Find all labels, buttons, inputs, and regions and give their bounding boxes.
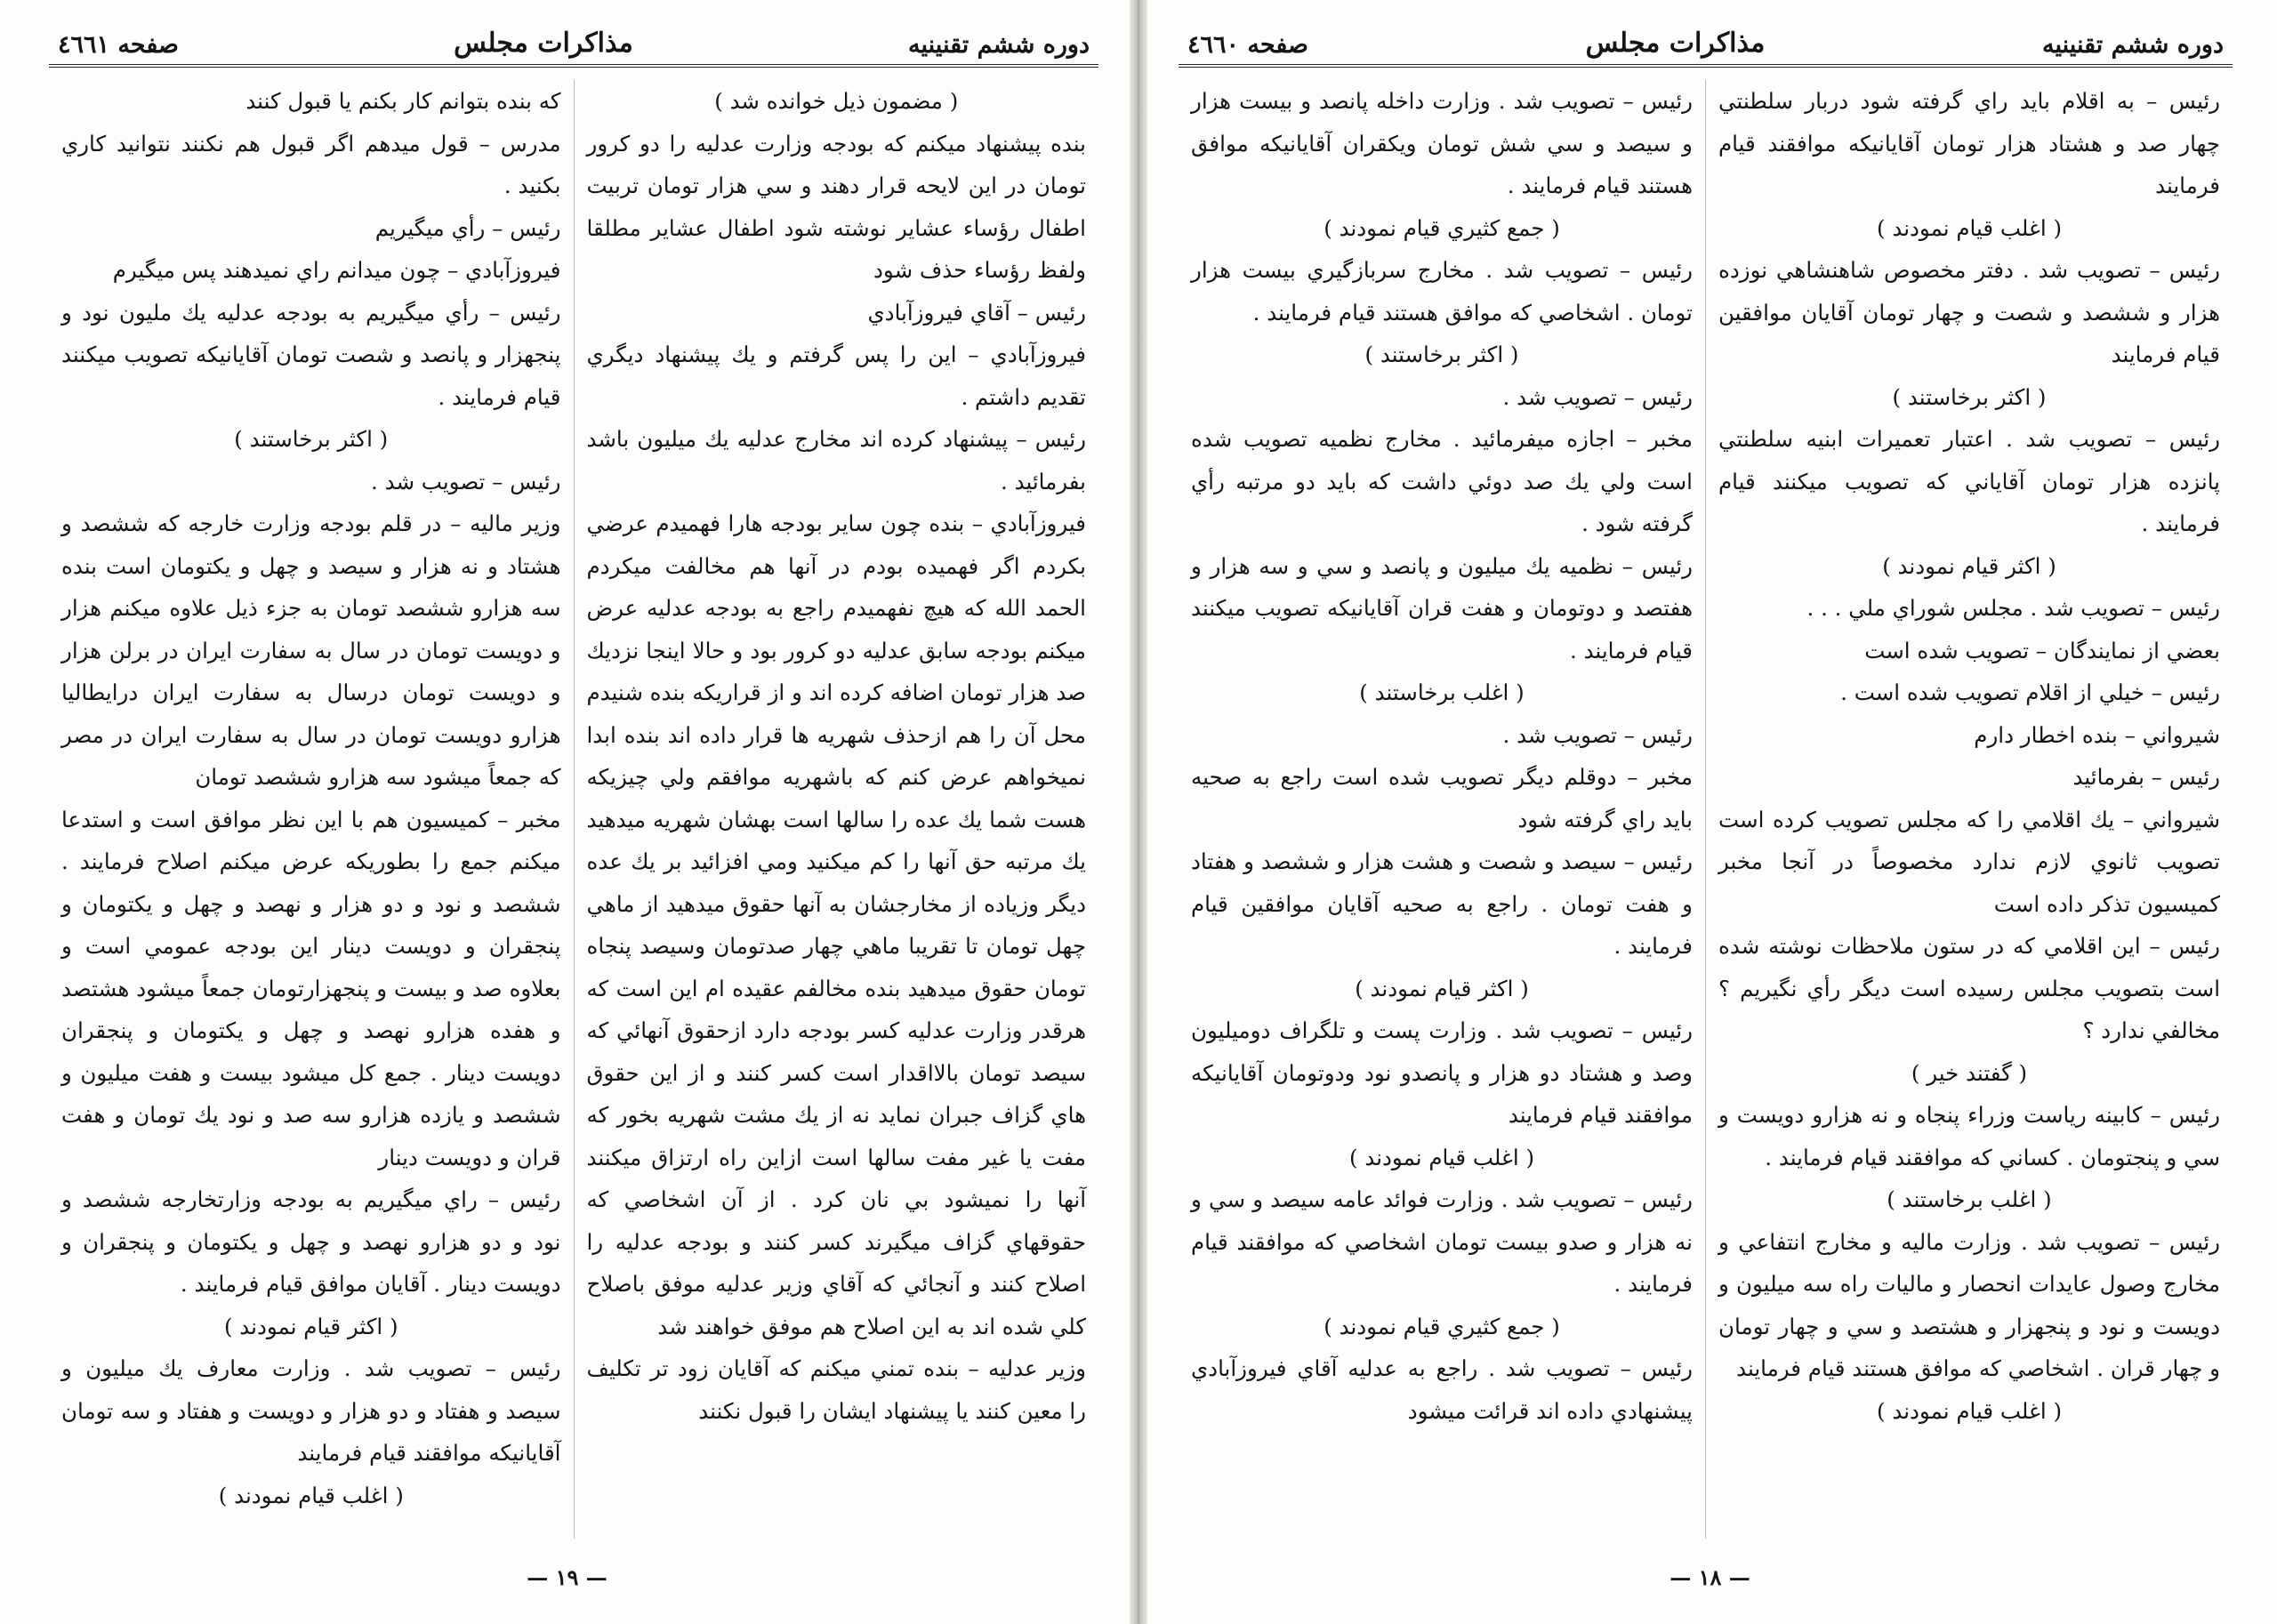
paragraph: مخبر – كميسيون هم با اين نظر موافق است و استدعا ميكنم جمع را بطوريكه عرض ميكنم اصلاح فرمايند . ششصد و نود و دو هزار و نهصد و چهل و يكتومان و پنجقران و دويست دينار اين بودجه عمومي است و بعلاوه صد و بيست و پنجهزارتومان جمعاً ميشود هشتصد و هفده هزارو نهصد و چهل و يكتومان و پنجقران دويست دينار . جمع كل ميشود بيست و هفت ميليون و ششصد و يازده هزارو سه صد و نود يك تومان و هفت قران و دويست دينار: [61, 806, 561, 1170]
paragraph: رئيس – تصويب شد . دفتر مخصوص شاهنشاهي نوزده هزار و ششصد و شصت و چهار تومان آقايان موافقين قيام فرمايند: [1718, 257, 2220, 367]
page-footer-number: — ١٨ —: [1670, 1564, 1750, 1590]
paragraph: بعضي از نمايندگان – تصويب شده است: [1864, 637, 2220, 663]
page-title: مذاكرات مجلس: [1585, 28, 1766, 59]
session-label: دوره ششم تقنينيه: [2042, 31, 2224, 59]
paragraph: ( اكثر برخاستند ): [1892, 383, 2047, 410]
paragraph: رئيس – خيلي از اقلام تصويب شده است .: [1840, 679, 2220, 705]
paragraph: ( اغلب قيام نمودند ): [1876, 214, 2063, 241]
text-column-left: [1179, 80, 1706, 1539]
text-column-right: [1706, 80, 2233, 1539]
paragraph: مدرس – قول ميدهم اگر قبول هم نكنند نتوانيد كاري بكنيد .: [61, 130, 561, 198]
paragraph: ( اغلب قيام نمودند ): [218, 1482, 404, 1508]
page-title: مذاكرات مجلس: [454, 28, 633, 59]
paragraph: فيروزآبادي – چون ميدانم راي نميدهند پس ميگيرم: [112, 257, 561, 283]
paragraph: رئيس – تصويب شد . مجلس شوراي ملي . . .: [1806, 595, 2220, 621]
paragraph: ( اكثر برخاستند ): [1364, 342, 1519, 367]
paragraph: ( گفتند خير ): [1911, 1059, 2028, 1086]
paragraph: رئيس – تصويب شد . وزارت معارف يك ميليون و سيصد و هفتاد و دو هزار و دويست و هفتاد و سه تومان آقايانيكه موافقند قيام فرمايند: [61, 1355, 561, 1466]
paragraph: رئيس – بفرمائيد: [2072, 764, 2220, 790]
paragraph: رئيس – تصويب شد . راجع به عدليه آقاي فيروزآبادي پيشنهادي داده اند قرائت ميشود: [1191, 1355, 1693, 1424]
session-label: دوره ششم تقنينيه: [908, 31, 1090, 59]
page-header: [49, 27, 1098, 68]
page-number-label: صفحه ٤٦٦٠: [1187, 31, 1308, 59]
paragraph: فيروزآبادي – بنده چون ساير بودجه هارا فهميدم عرضي بكردم اگر فهميده بودم در آنها هم مخالفت ميكردم الحمد الله كه هيچ نفهميدم راجع به بودجه عدليه عرض ميكنم بودجه سابق عدليه دو كرور بود و حالا اينجا نزديك صد هزار تومان اضافه كرده اند و از قراريكه بنده شنيدم محل آن را هم ازحذف شهريه ها قرار داده اند بنده ابدا نميخواهم عرض كنم كه باشهريه موافقم ولي چيزيكه هست شما يك عده را سالها است بهشان شهريه ميدهيد يك مرتبه حق آنها را كم ميكنيد ومي افزائيد بر يك عده ديگر وزياده از مخارجشان به آنها حقوق ميدهيد از ماهي چهل تومان تا تقريبا ماهي چهار صدتومان وسيصد پنجاه تومان حقوق ميدهيد بنده مخالفم عقيده ام اين است كه هرقدر وزارت عدليه كسر بودجه دارد ازحقوق آنهائي كه سيصد تومان بالااقدار است كسر كنند و از اين حقوق هاي گزاف جبران نمايد نه از يك مشت شهريه بخور كه مفت يا غير مفت سالها است ازاين راه ارتزاق ميكنند آنها را نميشود بي نان كرد . از آن اشخاصي كه حقوقهاي گزاف ميگيرند كسر كنند و بودجه عدليه را اصلاح كنند و آنجائي كه آقاي وزير عدليه موفق باصلاح كلي شده اند به اين اصلاح هم موفق خواهند شد: [586, 511, 1086, 1339]
paragraph: رئيس – رأي ميگيريم: [374, 214, 561, 241]
paragraph: وزير ماليه – در قلم بودجه وزارت خارجه كه ششصد و هشتاد و نه هزار و سيصد و چهل و يكتومان است بنده سه هزارو ششصد تومان به جزء ذيل علاوه ميكنم هزار و دويست تومان در سال به سفارت ايران در برلن هزار و دويست تومان درسال به سفارت ايران درايطاليا هزارو دويست تومان در سال به سفارت ايران در مصر كه جمعاً ميشود سه هزارو ششصد تومان: [61, 511, 561, 790]
paragraph: رئيس – تصويب شد . وزارت ماليه و مخارج انتفاعي و مخارج وصول عايدات انحصار و ماليات راه سه ميليون و دويست و نود و پنجهزار و هشتصد و سي و چهار تومان و چهار قران . اشخاصي كه موافق هستند قيام فرمايند: [1718, 1228, 2220, 1381]
paragraph: ( مضمون ذيل خوانده شد ): [714, 88, 959, 114]
paragraph: ( اغلب برخاستند ): [1887, 1186, 2052, 1212]
paragraph: رئيس – تصويب شد . اعتبار تعميرات ابنيه سلطنتي پانزده هزار تومان آقاياني كه تصويب ميكنند قيام فرمايند .: [1718, 426, 2220, 536]
paragraph: رئيس – تصويب شد . وزارت پست و تلگراف دوميليون وصد و هشتاد دو هزار و پانصدو نود ودوتومان آقايانيكه موافقند قيام فرمايند: [1191, 1017, 1693, 1128]
page-header: [1179, 27, 2233, 68]
paragraph: ( اغلب قيام نمودند ): [1876, 1397, 2063, 1424]
text-columns: [49, 80, 1098, 1539]
text-column-left: [49, 80, 575, 1539]
paragraph: فيروزآبادي – اين را پس گرفتم و يك پيشنهاد ديگري تقديم داشتم .: [586, 342, 1086, 410]
paragraph: مخبر – اجازه ميفرمائيد . مخارج نظميه تصويب شده است ولي يك صد دوئي داشت كه بايد دو مرتبه رأي گرفته شود .: [1191, 426, 1693, 536]
page-number-label: صفحه ٤٦٦١: [58, 31, 179, 59]
paragraph: ( اغلب قيام نمودند ): [1348, 1144, 1535, 1170]
paragraph: بنده پيشنهاد ميكنم كه بودجه وزارت عدليه را دو كرور تومان در اين لايحه قرار دهند و سي هزار تومان تربيت اطفال رؤساء عشاير نوشته شود اطفال عشاير مطلقا ولفظ رؤساء حذف شود: [586, 130, 1086, 283]
paragraph: وزير عدليه – بنده تمني ميكنم كه آقايان زود تر تكليف را معين كنند يا پيشنهاد ايشان را قبول نكنند: [586, 1355, 1086, 1424]
paragraph: ( اكثر قيام نمودند ): [1882, 552, 2056, 579]
paragraph: شيرواني – بنده اخطار دارم: [1974, 721, 2220, 748]
paragraph: مخبر – دوقلم ديگر تصويب شده است راجع به صحيه بايد راي گرفته شود: [1191, 764, 1693, 832]
paragraph: ( اكثر قيام نمودند ): [1355, 975, 1529, 1001]
paragraph: رئيس – رأي ميگيريم به بودجه عدليه يك مليون نود و پنجهزار و پانصد و شصت تومان آقايانيكه تصويب ميكنند قيام فرمايند .: [61, 299, 561, 410]
paragraph: رئيس – تصويب شد . وزارت داخله پانصد و بيست هزار و سيصد و سي شش تومان ويكقران آقايانيكه موافق هستند قيام فرمايند .: [1191, 88, 1693, 198]
paragraph: رئيس – نظميه يك ميليون و پانصد و سي و سه هزار و هفتصد و دوتومان و هفت قران آقايانيكه تصويب ميكنند قيام فرمايند .: [1191, 552, 1693, 663]
paragraph: رئيس – اين اقلامي كه در ستون ملاحظات نوشته شده است بتصويب مجلس رسيده است ديگر رأي نگيريم ؟ مخالفي ندارد ؟: [1718, 933, 2220, 1043]
paragraph: رئيس – تصويب شد . مخارج سربازگيري بيست هزار تومان . اشخاصي كه موافق هستند قيام فرمايند .: [1191, 257, 1693, 326]
left-page: [0, 0, 1134, 1624]
paragraph: رئيس – تصويب شد .: [1502, 383, 1693, 410]
text-columns: [1179, 80, 2233, 1539]
right-page: [1143, 0, 2277, 1624]
paragraph: رئيس – كابينه رياست وزراء پنجاه و نه هزارو دويست و سي و پنجتومان . كساني كه موافقند قيام فرمايند .: [1718, 1102, 2220, 1170]
paragraph: رئيس – پيشنهاد كرده اند مخارج عدليه يك ميليون باشد بفرمائيد .: [586, 426, 1086, 494]
paragraph: شيرواني – يك اقلامي را كه مجلس تصويب كرده است تصويب ثانوي لازم ندارد مخصوصاً در آنجا مخبر كميسيون تذكر داده است: [1718, 806, 2220, 917]
paragraph: رئيس – سيصد و شصت و هشت هزار و ششصد و هفتاد و هفت تومان . راجع به صحيه آقايان موافقين قيام فرمايند .: [1191, 848, 1693, 959]
paragraph: رئيس – آقاي فيروزآبادي: [867, 299, 1086, 326]
paragraph: ( جمع كثيري قيام نمودند ): [1324, 1313, 1560, 1339]
paragraph: ( اكثر برخاستند ): [234, 426, 389, 452]
page-footer-number: — ١٩ —: [527, 1564, 607, 1590]
paragraph: ( اكثر قيام نمودند ): [223, 1313, 398, 1339]
paragraph: ( جمع كثيري قيام نمودند ): [1324, 214, 1560, 241]
paragraph: ( اغلب برخاستند ): [1359, 679, 1525, 705]
paragraph: رئيس – تصويب شد .: [1502, 721, 1693, 748]
paragraph: كه بنده بتوانم كار بكنم يا قبول كنند: [245, 88, 561, 114]
paragraph: رئيس – به اقلام بايد راي گرفته شود دربار سلطنتي چهار صد و هشتاد هزار تومان آقايانيكه موافقند قيام فرمايند: [1718, 88, 2220, 198]
paragraph: رئيس – راي ميگيريم به بودجه وزارتخارجه ششصد و نود و دو هزارو نهصد و چهل و يكتومان و پنجقران و دويست دينار . آقايان موافق قيام فرمايند .: [61, 1186, 561, 1297]
text-column-right: [575, 80, 1099, 1539]
paragraph: رئيس – تصويب شد . وزارت فوائد عامه سيصد و سي و نه هزار و صدو بيست تومان اشخاصي كه موافقند قيام فرمايند .: [1191, 1186, 1693, 1297]
paragraph: رئيس – تصويب شد .: [371, 468, 561, 494]
